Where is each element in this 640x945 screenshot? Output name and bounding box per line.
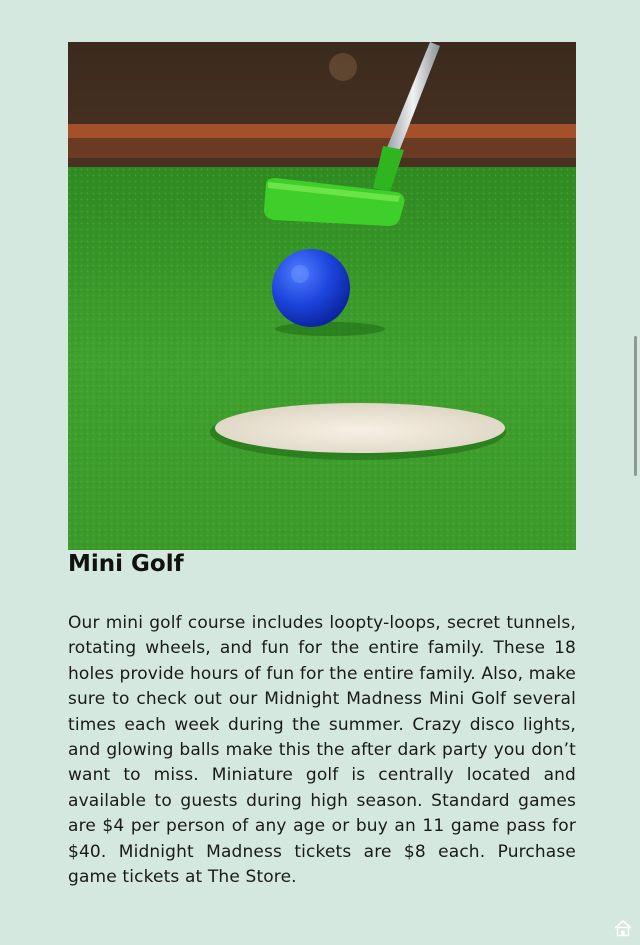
mini-golf-photo bbox=[68, 42, 576, 550]
scrollbar[interactable] bbox=[634, 336, 637, 476]
attraction-description: Our mini golf course includes loopty-loops, secret tunnels, rotating wheels, and fun for the entire family. These 18 holes provide hours of fun for the entire family. Also, make sure to check out our Midnight Madness Mini Golf several times each week during the summer. Crazy disco lights, and glowing balls make this the after dark party you don’t want to miss. Miniature golf is centrally located and available to guests during high season. Standard games are $4 per person of any age or buy an 11 game pass for $40. Midnight Madness tickets are $8 each. Purchase game tickets at The Store. bbox=[68, 613, 576, 888]
attraction-title: Mini Golf bbox=[68, 551, 184, 577]
mini-golf-illustration bbox=[68, 42, 576, 550]
house-icon bbox=[612, 917, 634, 939]
